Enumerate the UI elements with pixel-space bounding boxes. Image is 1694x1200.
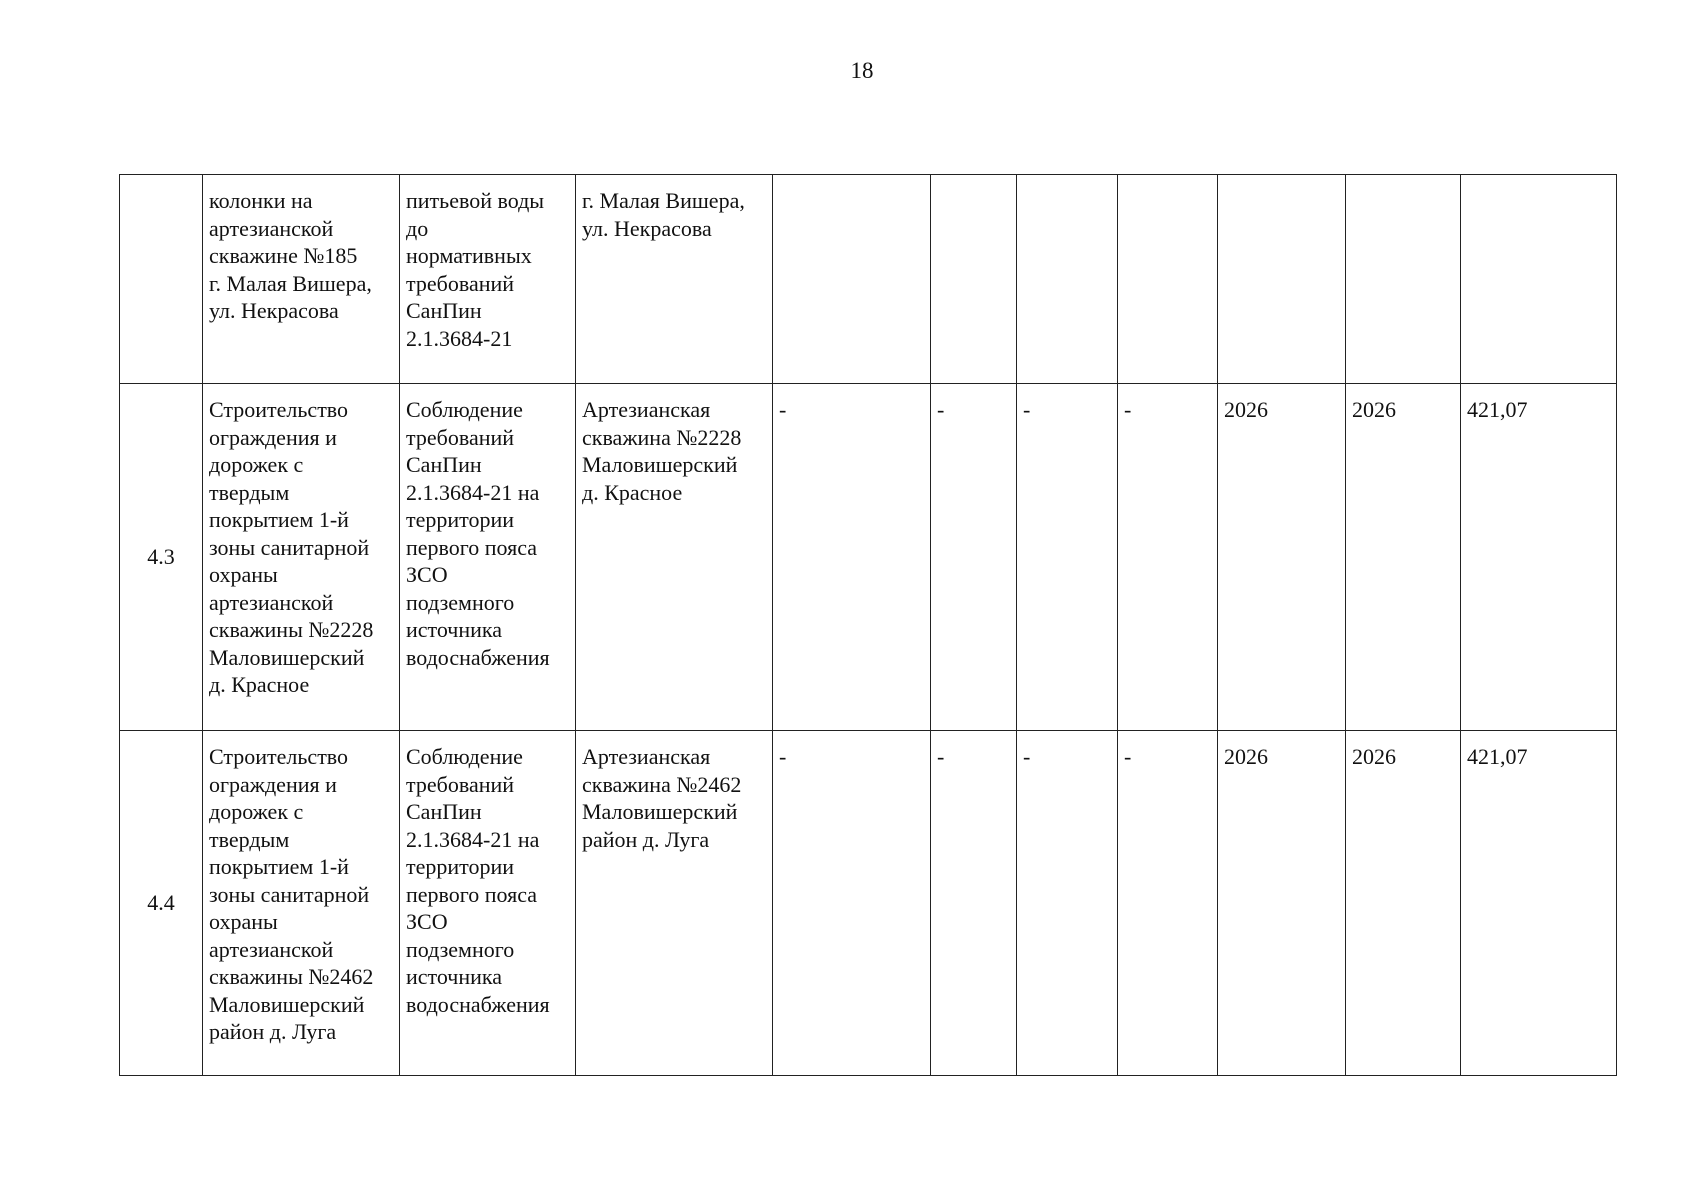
row-number-cell [120, 175, 203, 384]
end-year-cell: 2026 [1346, 731, 1461, 1076]
cell-line: г. Малая Вишера, [209, 270, 372, 296]
cell-line: ЗСО [406, 562, 448, 587]
measure-name-cell [203, 175, 400, 384]
cell-line: 2.1.3684-21 на [406, 826, 540, 852]
cell-line: водоснабжения [406, 991, 550, 1017]
indicator-cell-3: - [1017, 731, 1118, 1076]
indicator-cell-2 [931, 175, 1017, 384]
cell-line: источника [406, 617, 503, 642]
object-location-cell [576, 731, 773, 1076]
indicator-cell-3: - [1017, 384, 1118, 731]
cell-line: Строительство [209, 744, 349, 769]
table-row [120, 175, 1617, 384]
cell-line: питьевой воды [406, 188, 545, 213]
cell-line: СанПин [406, 799, 482, 824]
cell-line: ограждения и [209, 424, 337, 450]
row-number-cell: 4.4 [120, 731, 203, 1076]
cell-line: зоны санитарной [209, 881, 370, 907]
start-year-cell [1218, 175, 1346, 384]
cell-line: нормативных [406, 243, 532, 268]
cell-line: источника [406, 964, 503, 989]
cell-line: требований [406, 424, 515, 450]
cell-line: покрытием 1-й [209, 507, 349, 532]
cell-line: Маловишерский [582, 799, 738, 824]
object-location-cell [576, 384, 773, 731]
cell-line: твердым [209, 826, 290, 852]
indicator-cell-4 [1118, 175, 1218, 384]
cell-line: Артезианская [582, 744, 711, 769]
cell-line: дорожек с [209, 799, 304, 824]
cell-line: до [406, 215, 429, 241]
table-row [120, 731, 1617, 1076]
start-year-cell: 2026 [1218, 384, 1346, 731]
cell-line: Маловишерский [209, 991, 365, 1017]
indicator-cell-1: - [773, 731, 931, 1076]
cell-line: Соблюдение [406, 744, 523, 769]
cell-line: Соблюдение [406, 397, 523, 422]
cell-line: территории [406, 854, 515, 879]
cell-line: ЗСО [406, 909, 448, 934]
cell-line: скважина №2462 [582, 771, 742, 797]
cell-line: скважина №2228 [582, 424, 742, 450]
cell-line: требований [406, 270, 515, 296]
end-year-cell [1346, 175, 1461, 384]
cell-line: скважины №2228 [209, 617, 374, 642]
cell-line: территории [406, 507, 515, 532]
indicator-cell-4: - [1118, 731, 1218, 1076]
measure-purpose-cell [400, 175, 576, 384]
cell-line: зоны санитарной [209, 534, 370, 560]
cost-cell: 421,07 [1461, 731, 1617, 1076]
cell-line: Маловишерский [209, 644, 365, 670]
indicator-cell-1: - [773, 384, 931, 731]
indicator-cell-2: - [931, 384, 1017, 731]
cell-line: дорожек с [209, 452, 304, 477]
end-year-cell: 2026 [1346, 384, 1461, 731]
cell-line: артезианской [209, 936, 334, 962]
table-row [120, 384, 1617, 731]
cell-line: первого пояса [406, 881, 538, 907]
cell-line: 2.1.3684-21 [406, 325, 513, 351]
cell-line: покрытием 1-й [209, 854, 349, 879]
cell-line: скважины №2462 [209, 964, 374, 989]
indicator-cell-1 [773, 175, 931, 384]
cell-line: 2.1.3684-21 на [406, 479, 540, 505]
measures-table [119, 174, 1617, 1076]
cell-line: г. Малая Вишера, [582, 188, 745, 213]
row-number-cell: 4.3 [120, 384, 203, 731]
measure-name-cell [203, 731, 400, 1076]
indicator-cell-3 [1017, 175, 1118, 384]
cell-line: водоснабжения [406, 644, 550, 670]
cell-line: ограждения и [209, 771, 337, 797]
cost-cell: 421,07 [1461, 384, 1617, 731]
cell-line: колонки на [209, 188, 313, 213]
cell-line: Строительство [209, 397, 349, 422]
cell-line: подземного [406, 936, 515, 962]
cell-line: требований [406, 771, 515, 797]
cell-line: скважине №185 [209, 243, 358, 268]
cost-cell [1461, 175, 1617, 384]
page-number: 18 [850, 58, 874, 83]
measure-name-cell [203, 384, 400, 731]
cell-line: Артезианская [582, 397, 711, 422]
cell-line: подземного [406, 589, 515, 615]
cell-line: СанПин [406, 298, 482, 323]
cell-line: Маловишерский [582, 452, 738, 477]
indicator-cell-4: - [1118, 384, 1218, 731]
measure-purpose-cell [400, 384, 576, 731]
cell-line: охраны [209, 562, 278, 587]
cell-line: д. Красное [209, 672, 310, 697]
indicator-cell-2: - [931, 731, 1017, 1076]
cell-line: район д. Луга [582, 826, 710, 852]
cell-line: д. Красное [582, 479, 683, 505]
cell-line: твердым [209, 479, 290, 505]
start-year-cell: 2026 [1218, 731, 1346, 1076]
cell-line: первого пояса [406, 534, 538, 560]
cell-line: СанПин [406, 452, 482, 477]
object-location-cell [576, 175, 773, 384]
cell-line: охраны [209, 909, 278, 934]
cell-line: район д. Луга [209, 1019, 337, 1044]
cell-line: ул. Некрасова [582, 215, 712, 241]
cell-line: артезианской [209, 589, 334, 615]
cell-line: ул. Некрасова [209, 298, 339, 323]
measure-purpose-cell [400, 731, 576, 1076]
cell-line: артезианской [209, 215, 334, 241]
